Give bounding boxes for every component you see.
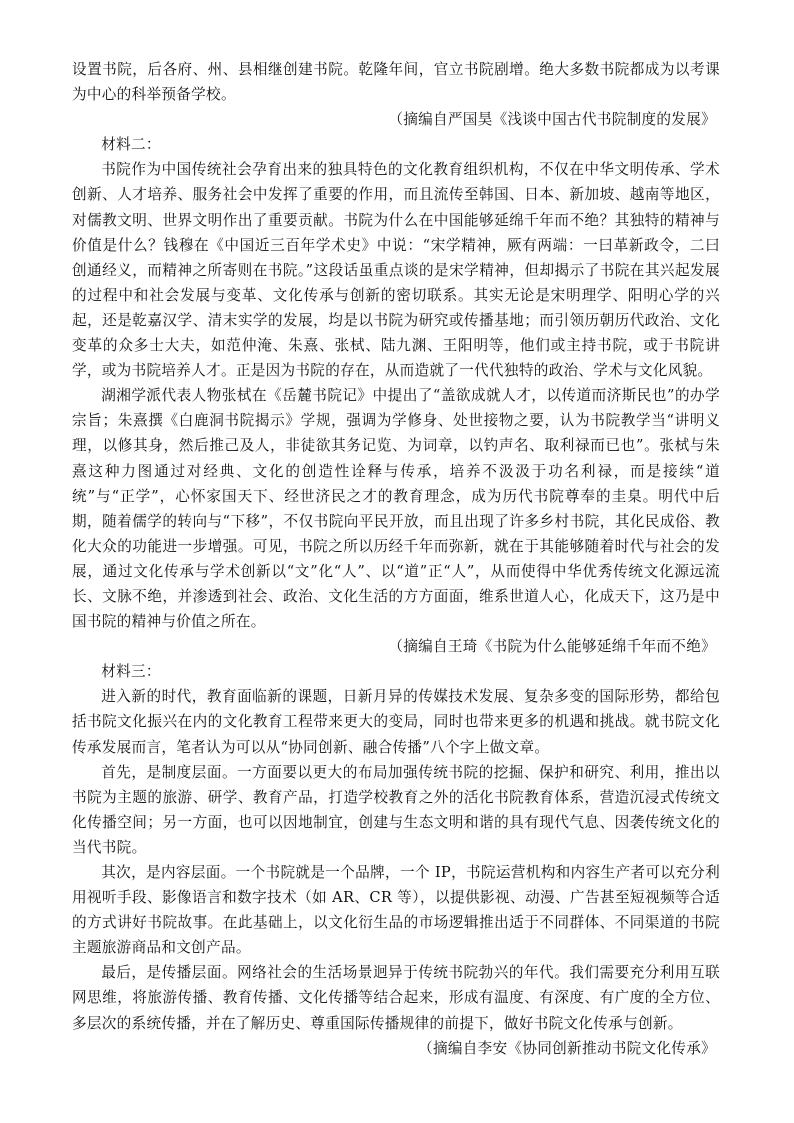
material-three-paragraph-3: 其次，是内容层面。一个书院就是一个品牌，一个 IP，书院运营机构和内容生产者可以充分利用视听手段、影像语言和数字技术（如 AR、CR 等），以提供影视、动漫、广告甚至短视频等合适的方式讲好书院故事。在此基础上，以文化衍生品的市场逻辑推出适于不同群体、不同渠道的书院主题旅游商品和文创产品。 — [72, 864, 720, 957]
material-three-paragraph-2: 首先，是制度层面。一方面要以更大的布局加强传统书院的挖掘、保护和研究、利用，推出以书院为主题的旅游、研学、教育产品，打造学校教育之外的活化书院教育体系，营造沉浸式传统文化传播空间；另一方面，也可以因地制宜，创建与生态文明和谐的具有现代气息、因袭传统文化的当代书院。 — [72, 763, 720, 856]
material-two-source-citation: （摘编自王琦《书院为什么能够延绵千年而不绝》 — [388, 638, 716, 656]
material-two-paragraph-1: 书院作为中国传统社会孕育出来的独具特色的文化教育组织机构，不仅在中华文明传承、学术创新、人才培养、服务社会中发挥了重要的作用，而且流传至韩国、日本、新加坡、越南等地区，对儒教文明、世界文明作出了重要贡献。书院为什么在中国能够延绵千年而不绝？其独特的精神与价值是什么？钱穆在《中国近三百年学术史》中说：“宋学精神，厥有两端：一曰革新政令，二曰创通经义，而精神之所寄则在书院。”这段话虽重点谈的是宋学精神，但却揭示了书院在其兴起发展的过程中和社会发展与变革、文化传承与创新的密切联系。其实无论是宋明理学、阳明心学的兴起，还是乾嘉汉学、清末实学的发展，均是以书院为研究或传播基地；而引领历朝历代政治、文化变革的众多士大夫，如范仲淹、朱熹、张栻、陆九渊、王阳明等，他们或主持书院，或于书院讲学，或为书院培养人才。正是因为书院的存在，从而造就了一代代独特的政治、学术与文化风貌。 — [72, 161, 720, 380]
intro-paragraph: 设置书院，后各府、州、县相继创建书院。乾隆年间，官立书院剧增。绝大多数书院都成为以考课为中心的科举预备学校。 — [72, 61, 720, 104]
material-three-heading: 材料三： — [101, 663, 161, 681]
material-three-paragraph-1: 进入新的时代，教育面临新的课题，日新月异的传媒技术发展、复杂多变的国际形势，都给包括书院文化振兴在内的文化教育工程带来更大的变局，同时也带来更多的机遇和挑战。就书院文化传承发展而言，笔者认为可以从“协同创新、融合传播”八个字上做文章。 — [72, 688, 720, 756]
material-two-paragraph-2: 湖湘学派代表人物张栻在《岳麓书院记》中提出了“盖欲成就人才，以传道而济斯民也”的办学宗旨；朱熹撰《白鹿洞书院揭示》学规，强调为学修身、处世接物之要，认为书院教学当“讲明义理，以修其身，然后推己及人，非徒欲其务记览、为词章，以钓声名、取利禄而已也”。张栻与朱熹这种力图通过对经典、文化的创造性诠释与传承，培养不汲汲于功名利禄，而是接续“道统”与“正学”，心怀家国天下、经世济民之才的教育理念，成为历代书院尊奉的圭臬。明代中后期，随着儒学的转向与“下移”，不仅书院向平民开放，而且出现了许多乡村书院，其化民成俗、教化大众的功能进一步增强。可见，书院之所以历经千年而弥新，就在于其能够随着时代与社会的发展，通过文化传承与学术创新以“文”化“人”、以“道”正“人”，从而使得中华优秀传统文化源远流长、文脉不绝，并渗透到社会、政治、文化生活的方方面面，维系世道人心，化成天下，这乃是中国书院的精神与价值之所在。 — [72, 387, 720, 631]
intro-source-citation: （摘编自严国昊《浅谈中国古代书院制度的发展》 — [388, 111, 716, 129]
material-three-paragraph-4: 最后，是传播层面。网络社会的生活场景迥异于传统书院勃兴的年代。我们需要充分利用互联网思维，将旅游传播、教育传播、文化传播等结合起来，形成有温度、有深度、有广度的全方位、多层次的系统传播，并在了解历史、尊重国际传播规律的前提下，做好书院文化传承与创新。 — [72, 964, 720, 1032]
material-two-heading: 材料二： — [101, 136, 161, 154]
material-three-source-citation: （摘编自李安《协同创新推动书院文化传承》 — [418, 1039, 716, 1057]
document-page — [72, 57, 720, 1061]
